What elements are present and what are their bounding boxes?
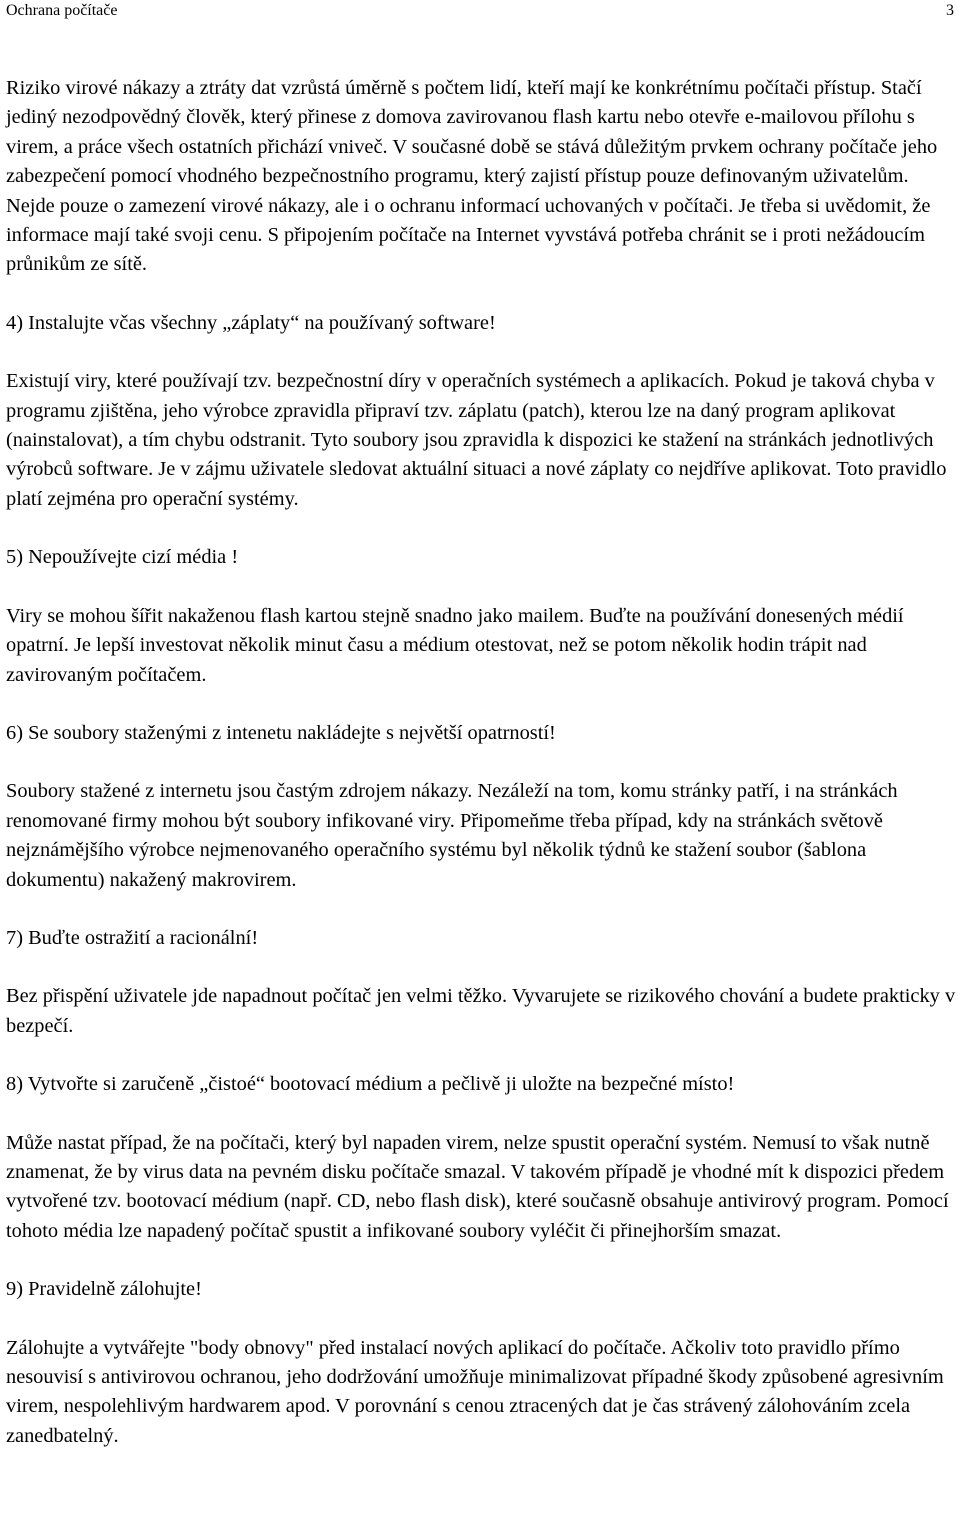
heading-be-vigilant: 7) Buďte ostražití a racionální!	[6, 926, 259, 949]
heading-install-patches: 4) Instalujte včas všechny „záplaty“ na používaný software!	[6, 311, 496, 334]
document-body	[6, 74, 958, 1480]
paragraph-be-vigilant: Bez přispění uživatele jde napadnout počítač jen velmi těžko. Vyvarujete se rizikového chování a budete prakticky v bezpečí.	[6, 985, 956, 1037]
heading-downloaded-files: 6) Se soubory staženými z intenetu nakládejte s největší opatrností!	[6, 721, 556, 744]
paragraph-foreign-media: Viry se mohou šířit nakaženou flash kartou stejně snadno jako mailem. Buďte na používání donesených médií opatrní. Je lepší investovat několik minut času a médium otestovat, než se potom několik hodin trápit nad zavirovaným počítačem.	[6, 604, 904, 686]
page-number: 3	[946, 2, 954, 19]
document-title: Ochrana počítače	[6, 2, 118, 19]
paragraph-backup: Zálohujte a vytvářejte "body obnovy" před instalací nových aplikací do počítače. Ačkoliv toto pravidlo přímo nesouvisí s antivirovou ochranou, jeho dodržování umožňuje minimalizovat případné škody způsobené agresivním virem, nespolehlivým hardwarem apod. V porovnání s cenou ztracených dat je čas strávený zálohováním zcela zanedbatelný.	[6, 1336, 944, 1447]
heading-foreign-media: 5) Nepoužívejte cizí média !	[6, 546, 239, 569]
paragraph-boot-media: Může nastat případ, že na počítači, který byl napaden virem, nelze spustit operační systém. Nemusí to však nutně znamenat, že by virus data na pevném disku počítače smazal. V takovém případě je vhodné mít k dispozici předem vytvořené tzv. bootovací médium (např. CD, nebo flash disk), které současně obsahuje antivirový program. Pomocí tohoto média lze napadený počítač spustit a infikované soubory vyléčit či přinejhorším smazat.	[6, 1131, 949, 1242]
paragraph-downloaded-files: Soubory stažené z internetu jsou častým zdrojem nákazy. Nezáleží na tom, komu stránky patří, i na stránkách renomované firmy mohou být soubory infikované viry. Připomeňme třeba případ, kdy na stránkách světově nejznámějšího výrobce nejmenovaného operačního systému byl několik týdnů ke stažení soubor (šablona dokumentu) nakažený makrovirem.	[6, 780, 898, 891]
heading-boot-media: 8) Vytvořte si zaručeně „čistoé“ bootovací médium a pečlivě ji uložte na bezpečné místo!	[6, 1073, 735, 1096]
paragraph-patches: Existují viry, které používají tzv. bezpečnostní díry v operačních systémech a aplikacích. Pokud je taková chyba v programu zjištěna, jeho výrobce zpravidla připraví tzv. záplatu (patch), kterou lze na daný program aplikovat (nainstalovat), a tím chybu odstranit. Tyto soubory jsou zpravidla k dispozici ke stažení na stránkách jednotlivých výrobců software. Je v zájmu uživatele sledovat aktuální situaci a nové záplaty co nejdříve aplikovat. Toto pravidlo platí zejména pro operační systémy.	[6, 370, 947, 510]
heading-backup: 9) Pravidelně zálohujte!	[6, 1278, 202, 1301]
paragraph-access-risk: Riziko virové nákazy a ztráty dat vzrůstá úměrně s počtem lidí, kteří mají ke konkrétnímu počítači přístup. Stačí jediný nezodpovědný člověk, který přinese z domova zavirovanou flash kartu nebo otevře e-mailovou přílohu s virem, a práce všech ostatních přichází vniveč. V současné době se stává důležitým prvkem ochrany počítače jeho zabezpečení pomocí vhodného bezpečnostního programu, který zajistí přístup pouze definovaným uživatelům. Nejde pouze o zamezení virové nákazy, ale i o ochranu informací uchovaných v počítači. Je třeba si uvědomit, že informace mají také svoji cenu. S připojením počítače na Internet vyvstává potřeba chránit se i proti nežádoucím průnikům ze sítě.	[6, 77, 938, 276]
page-header	[6, 0, 954, 22]
